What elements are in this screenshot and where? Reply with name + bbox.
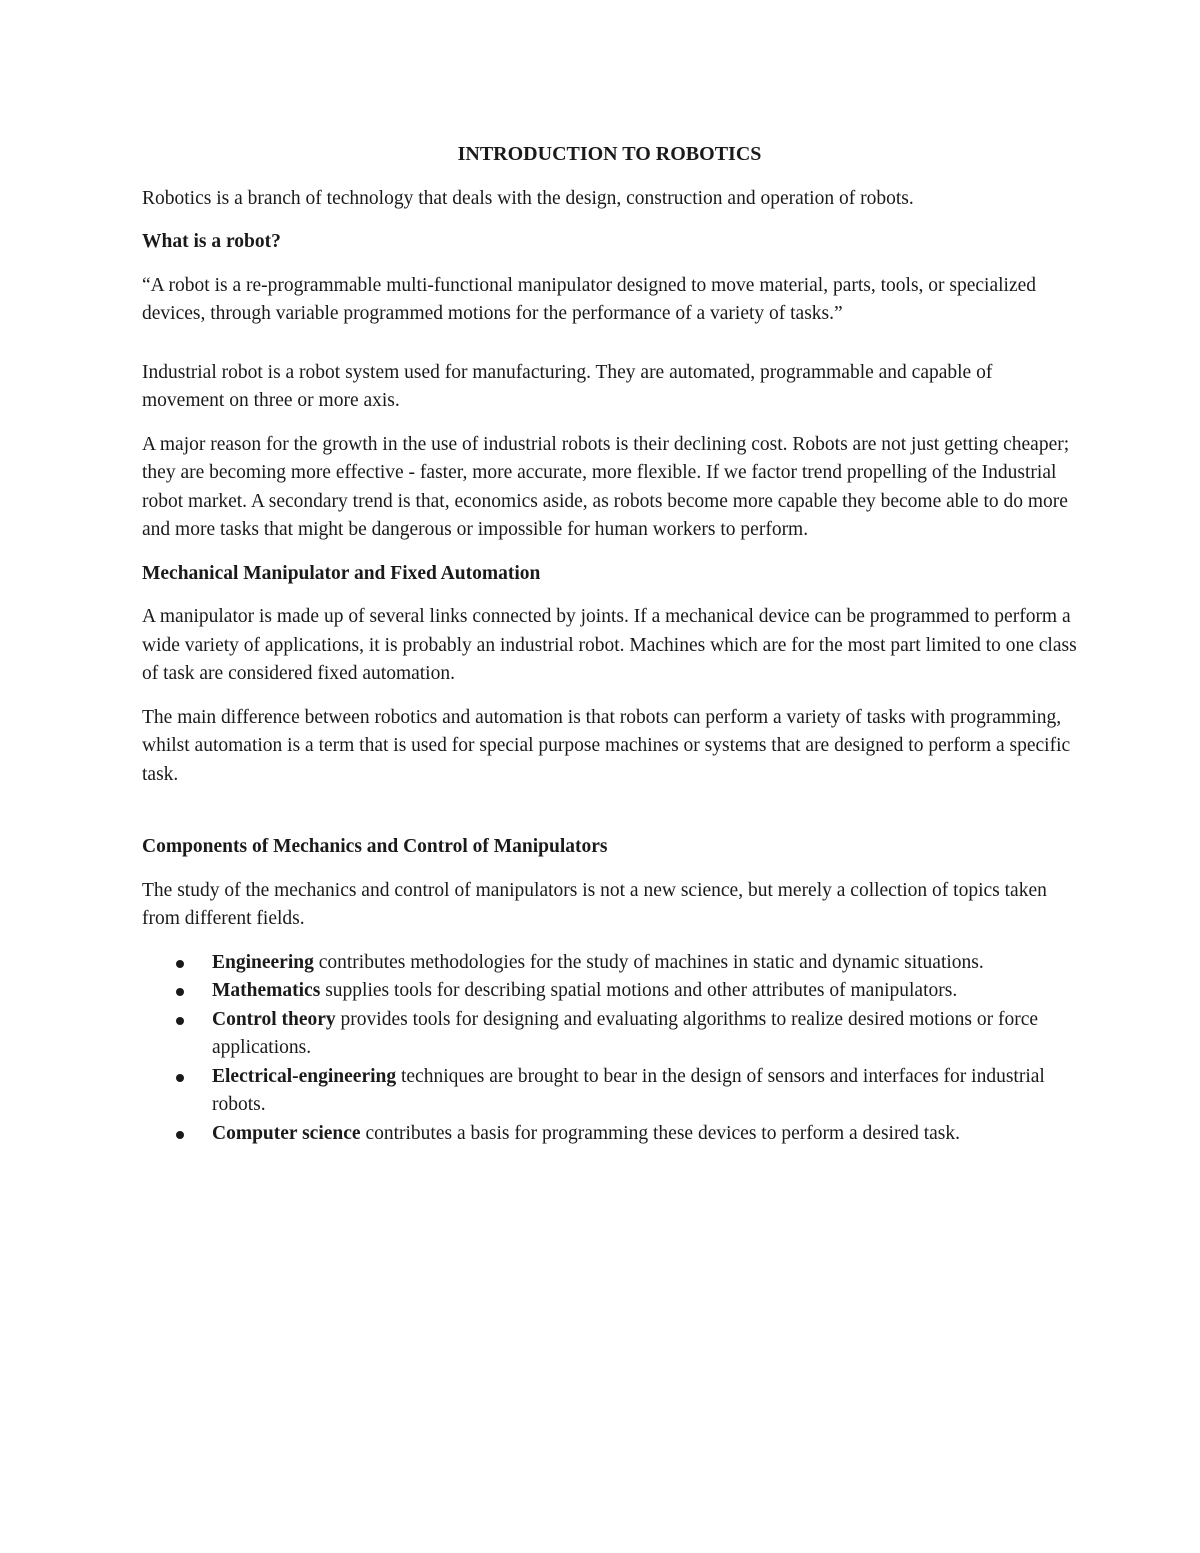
section-heading-what-is-robot: What is a robot? <box>142 231 281 252</box>
list-item-term: Electrical-engineering <box>212 1065 397 1087</box>
list-item-term: Control theory <box>212 1008 336 1030</box>
list-item-text: techniques are brought to bear in the design of sensors and interfaces for industrial robots. <box>212 1065 1045 1115</box>
page-title: INTRODUCTION TO ROBOTICS <box>457 143 762 165</box>
intro-paragraph: Robotics is a branch of technology that deals with the design, construction and operation of robots. <box>142 187 914 209</box>
industrial-robot-paragraph: Industrial robot is a robot system used for manufacturing. They are automated, programmable and capable of movement on three or more axis. <box>142 361 993 411</box>
bullet-icon <box>176 960 184 968</box>
section-heading-mechanical-manipulator: Mechanical Manipulator and Fixed Automation <box>142 562 541 584</box>
list-item <box>142 977 1077 1006</box>
bullet-icon <box>176 1017 184 1025</box>
list-item <box>142 1120 1077 1149</box>
robot-definition-quote: “A robot is a re-programmable multi-functional manipulator designed to move material, parts, tools, or specialized devices, through variable programmed motions for the performance of a variety of tasks.” <box>142 274 1037 324</box>
robotics-vs-automation-paragraph: The main difference between robotics and automation is that robots can perform a variety of tasks with programming, whilst automation is a term that is used for special purpose machines or systems that are designed to perform a specific task. <box>142 706 1071 785</box>
list-item-term: Engineering <box>212 951 314 973</box>
list-item <box>142 1006 1077 1063</box>
components-list <box>142 949 1077 1149</box>
list-item <box>142 949 1077 978</box>
list-item <box>142 1063 1077 1120</box>
list-item-text: contributes a basis for programming these devices to perform a desired task. <box>360 1122 961 1144</box>
growth-paragraph: A major reason for the growth in the use of industrial robots is their declining cost. Robots are not just getting cheaper; they are becoming more effective - faster, more accurate, more flexible. If we factor trend propelling of the Industrial robot market. A secondary trend is that, economics aside, as robots become more capable they become able to do more and more tasks that might be dangerous or impossible for human workers to perform. <box>142 433 1070 540</box>
section-heading-components: Components of Mechanics and Control of Manipulators <box>142 836 608 857</box>
list-item-term: Computer science <box>212 1122 361 1144</box>
list-item-text: contributes methodologies for the study of machines in static and dynamic situations. <box>313 951 984 973</box>
bullet-icon <box>176 1074 184 1082</box>
bullet-icon <box>176 1131 184 1139</box>
bullet-icon <box>176 988 184 996</box>
list-item-term: Mathematics <box>212 980 321 1001</box>
list-item-text: supplies tools for describing spatial motions and other attributes of manipulators. <box>320 980 958 1001</box>
manipulator-paragraph: A manipulator is made up of several links connected by joints. If a mechanical device can be programmed to perform a wide variety of applications, it is probably an industrial robot. Machines which are for the most part limited to one class of task are considered fixed automation. <box>142 606 1077 684</box>
components-intro-paragraph: The study of the mechanics and control of manipulators is not a new science, but merely a collection of topics taken from different fields. <box>142 879 1047 929</box>
document-body <box>142 140 1077 1148</box>
list-item-text: provides tools for designing and evaluating algorithms to realize desired motions or force applications. <box>212 1008 1039 1058</box>
